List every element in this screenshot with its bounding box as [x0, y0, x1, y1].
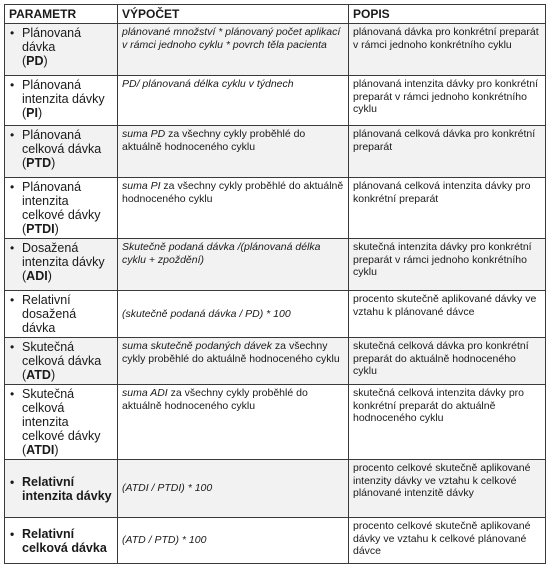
bullet-icon: •: [10, 293, 15, 307]
param-abbr-close: ): [37, 106, 43, 120]
bullet-icon: •: [10, 26, 15, 40]
param-name: Relativní celková dávka: [22, 526, 107, 555]
param-cell: [5, 291, 118, 338]
table-row: [5, 24, 546, 76]
calc-cell: (skutečně podaná dávka / PD) * 100: [118, 291, 349, 338]
param-abbr: ATD: [26, 368, 51, 382]
desc-cell: plánovaná intenzita dávky pro konkrétní preparát v rámci jednoho konkrétního cyklu: [349, 76, 546, 126]
parameter-table-container: [4, 4, 545, 557]
desc-cell: skutečná celková dávka pro konkrétní preparát do aktuálně hodnoceného cyklu: [349, 338, 546, 385]
param-abbr: PI: [26, 106, 38, 120]
calc-emphasis: suma skutečně podaných dávek: [122, 340, 273, 352]
calc-emphasis: suma ADI: [122, 387, 168, 399]
table-row: [5, 76, 546, 126]
calc-text: za všechny cykly proběhlé do aktuálně hodnoceného cyklu: [122, 128, 306, 153]
param-cell: [5, 518, 118, 564]
desc-cell: procento skutečně aplikované dávky ve vztahu k plánované dávce: [349, 291, 546, 338]
param-abbr-open: (: [22, 106, 27, 120]
desc-cell: plánovaná dávka pro konkrétní preparát v rámci jednoho konkrétního cyklu: [349, 24, 546, 76]
table-row: [5, 126, 546, 178]
bullet-icon: •: [10, 387, 15, 401]
table-header-row: [5, 5, 546, 24]
param-abbr-close: ): [50, 368, 56, 382]
param-cell: [5, 460, 118, 518]
calc-emphasis: suma PD: [122, 128, 166, 140]
param-abbr-close: ): [43, 54, 48, 68]
calc-text: za všechny cykly proběhlé do aktuálně hodnoceného cyklu: [122, 180, 344, 205]
bullet-icon: •: [10, 241, 15, 255]
param-name: Plánovaná celková dávka: [22, 128, 102, 156]
desc-cell: procento celkové skutečně aplikované dávky ve vztahu k celkové plánované dávce: [349, 518, 546, 564]
param-abbr-open: (: [22, 222, 27, 236]
bullet-icon: •: [10, 128, 15, 142]
param-abbr: ATDI: [26, 443, 55, 457]
param-abbr: ADI: [26, 269, 48, 283]
calc-cell: [118, 126, 349, 178]
param-abbr-open: (: [22, 368, 27, 382]
calc-cell: [118, 338, 349, 385]
param-cell: [5, 178, 118, 239]
param-cell: [5, 76, 118, 126]
desc-cell: skutečná celková intenzita dávky pro konkrétní preparát do aktuálně hodnoceného cyklu: [349, 385, 546, 460]
param-name: Relativní intenzita dávky: [22, 474, 112, 503]
param-abbr-open: (: [22, 443, 27, 457]
bullet-icon: •: [10, 526, 15, 541]
calc-cell: Skutečně podaná dávka /(plánovaná délka cyklu + zpoždění): [118, 239, 349, 291]
param-abbr-close: ): [51, 156, 56, 170]
param-cell: [5, 24, 118, 76]
bullet-icon: •: [10, 474, 15, 489]
param-abbr-open: (: [22, 269, 27, 283]
table-row: [5, 291, 546, 338]
calc-text: za všechny cykly proběhlé do aktuálně hodnoceného cyklu: [122, 387, 308, 412]
table-row: [5, 239, 546, 291]
calc-cell: (ATDI / PTDI) * 100: [118, 460, 349, 518]
param-name: Plánovaná dávka: [22, 26, 82, 54]
calc-cell: (ATD / PTD) * 100: [118, 518, 349, 564]
param-cell: [5, 239, 118, 291]
desc-cell: skutečná intenzita dávky pro konkrétní preparát v rámci jednoho konkrétního cyklu: [349, 239, 546, 291]
param-name: Dosažená intenzita dávky: [22, 241, 105, 269]
header-popis: POPIS: [349, 5, 546, 24]
desc-cell: plánovaná celková intenzita dávky pro konkrétní preparát: [349, 178, 546, 239]
table-row: [5, 338, 546, 385]
calc-text: za všechny cykly proběhlé do aktuálně hodnoceného cyklu: [122, 340, 340, 365]
calc-cell: [118, 385, 349, 460]
param-abbr: PTDI: [26, 222, 55, 236]
table-row: [5, 460, 546, 518]
param-name: Plánovaná intenzita celkové dávky: [22, 180, 101, 222]
calc-emphasis: suma PI: [122, 180, 161, 192]
desc-cell: procento celkové skutečně aplikované intenzity dávky ve vztahu k celkové plánované intenzitě dávky: [349, 460, 546, 518]
bullet-icon: •: [10, 340, 15, 354]
param-abbr: PD: [26, 54, 44, 68]
header-vypocet: VÝPOČET: [118, 5, 349, 24]
param-abbr-close: ): [54, 443, 59, 457]
param-abbr: PTD: [26, 156, 52, 170]
param-name: Relativní dosažená dávka: [22, 293, 77, 335]
calc-cell: PD/ plánovaná délka cyklu v týdnech: [118, 76, 349, 126]
bullet-icon: •: [10, 180, 15, 194]
param-abbr-close: ): [47, 269, 52, 283]
calc-cell: [118, 178, 349, 239]
parameter-table: [4, 4, 546, 564]
bullet-icon: •: [10, 78, 15, 92]
desc-cell: plánovaná celková dávka pro konkrétní preparát: [349, 126, 546, 178]
param-name: Skutečná celková intenzita celkové dávky: [22, 387, 101, 443]
param-abbr-open: (: [22, 54, 27, 68]
calc-cell: plánované množství * plánovaný počet aplikací v rámci jednoho cyklu * povrch těla pacienta: [118, 24, 349, 76]
param-cell: [5, 338, 118, 385]
table-row: [5, 385, 546, 460]
table-row: [5, 178, 546, 239]
table-row: [5, 518, 546, 564]
header-parametr: PARAMETR: [5, 5, 118, 24]
param-abbr-open: (: [22, 156, 27, 170]
param-cell: [5, 385, 118, 460]
param-name: Plánovaná intenzita dávky: [22, 78, 105, 106]
param-name: Skutečná celková dávka: [22, 340, 102, 368]
param-cell: [5, 126, 118, 178]
param-abbr-close: ): [54, 222, 59, 236]
